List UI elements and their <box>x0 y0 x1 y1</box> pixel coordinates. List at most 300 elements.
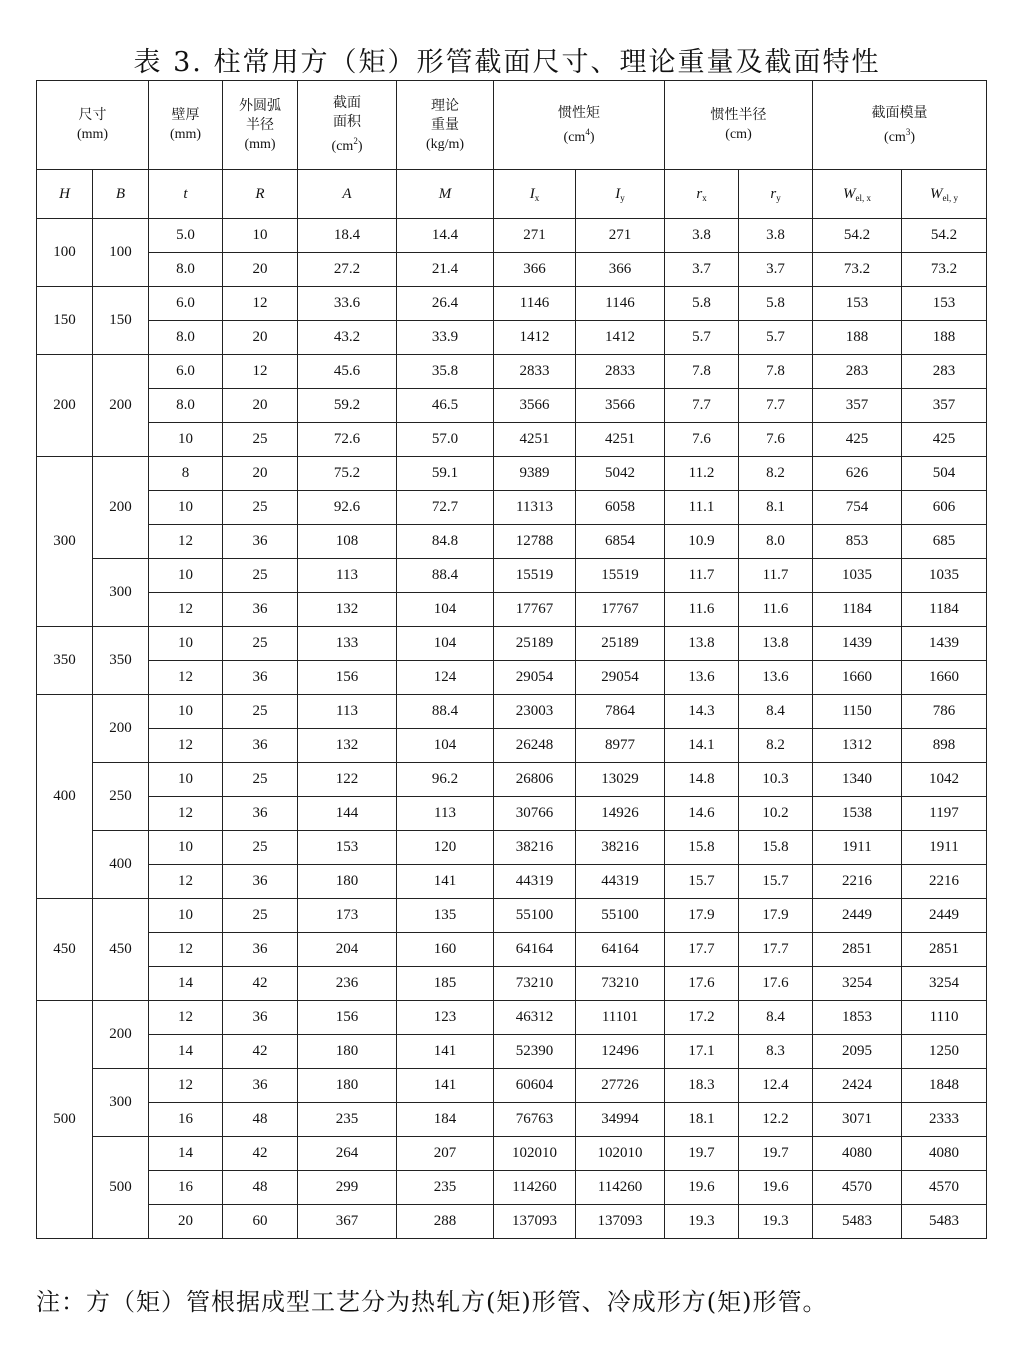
cell-R: 36 <box>223 525 298 559</box>
cell-t: 12 <box>149 525 223 559</box>
cell-A: 92.6 <box>298 491 397 525</box>
cell-Wy: 898 <box>902 729 987 763</box>
cell-Iy: 114260 <box>576 1171 665 1205</box>
cell-Wx: 4080 <box>813 1137 902 1171</box>
cell-Iy: 27726 <box>576 1069 665 1103</box>
cell-M: 135 <box>397 899 494 933</box>
cell-B: 350 <box>93 627 149 695</box>
cell-A: 204 <box>298 933 397 967</box>
cell-Ix: 1146 <box>494 287 576 321</box>
cell-Wx: 1150 <box>813 695 902 729</box>
cell-ry: 8.1 <box>739 491 813 525</box>
table-row <box>37 389 987 423</box>
cell-Iy: 102010 <box>576 1137 665 1171</box>
cell-rx: 7.8 <box>665 355 739 389</box>
cell-rx: 11.2 <box>665 457 739 491</box>
cell-t: 5.0 <box>149 219 223 253</box>
cell-Iy: 38216 <box>576 831 665 865</box>
header-size: 尺寸 (mm) <box>37 81 149 170</box>
cell-R: 36 <box>223 661 298 695</box>
table-body <box>37 219 987 1239</box>
cell-Wx: 283 <box>813 355 902 389</box>
cell-Iy: 15519 <box>576 559 665 593</box>
cell-ry: 8.2 <box>739 729 813 763</box>
cell-Wy: 1035 <box>902 559 987 593</box>
cell-t: 10 <box>149 423 223 457</box>
cell-R: 25 <box>223 763 298 797</box>
cell-A: 113 <box>298 695 397 729</box>
cell-Ix: 29054 <box>494 661 576 695</box>
cell-A: 180 <box>298 1069 397 1103</box>
cell-Wx: 357 <box>813 389 902 423</box>
cell-rx: 17.6 <box>665 967 739 1001</box>
cell-Wx: 1911 <box>813 831 902 865</box>
table-row <box>37 1103 987 1137</box>
cell-A: 27.2 <box>298 253 397 287</box>
cell-H: 200 <box>37 355 93 457</box>
cell-t: 8.0 <box>149 389 223 423</box>
symbol-ry: $r_y$ <box>739 170 813 219</box>
cell-Wy: 685 <box>902 525 987 559</box>
header-inertia: 惯性矩 $(cm^4)$ <box>494 81 665 170</box>
cell-Wx: 73.2 <box>813 253 902 287</box>
cell-Iy: 1412 <box>576 321 665 355</box>
cell-A: 264 <box>298 1137 397 1171</box>
cell-rx: 5.8 <box>665 287 739 321</box>
cell-R: 36 <box>223 865 298 899</box>
cell-Iy: 55100 <box>576 899 665 933</box>
cell-t: 12 <box>149 1001 223 1035</box>
cell-H: 300 <box>37 457 93 627</box>
cell-rx: 5.7 <box>665 321 739 355</box>
cell-Ix: 3566 <box>494 389 576 423</box>
cell-Wy: 188 <box>902 321 987 355</box>
cell-rx: 18.1 <box>665 1103 739 1137</box>
cell-Wx: 1340 <box>813 763 902 797</box>
cell-Ix: 25189 <box>494 627 576 661</box>
symbol-R: R <box>223 170 298 219</box>
cell-A: 156 <box>298 1001 397 1035</box>
cell-Wy: 4080 <box>902 1137 987 1171</box>
cell-M: 21.4 <box>397 253 494 287</box>
cell-Ix: 12788 <box>494 525 576 559</box>
cell-Iy: 6058 <box>576 491 665 525</box>
cell-ry: 19.3 <box>739 1205 813 1239</box>
symbol-M: M <box>397 170 494 219</box>
cell-Ix: 76763 <box>494 1103 576 1137</box>
table-row <box>37 763 987 797</box>
cell-R: 12 <box>223 287 298 321</box>
cell-B: 400 <box>93 831 149 899</box>
cell-Ix: 44319 <box>494 865 576 899</box>
cell-Iy: 1146 <box>576 287 665 321</box>
cell-Ix: 55100 <box>494 899 576 933</box>
cell-M: 14.4 <box>397 219 494 253</box>
cell-Wy: 1439 <box>902 627 987 661</box>
cell-A: 156 <box>298 661 397 695</box>
symbol-rx: $r_x$ <box>665 170 739 219</box>
cell-Iy: 64164 <box>576 933 665 967</box>
cell-Wx: 2449 <box>813 899 902 933</box>
cell-M: 120 <box>397 831 494 865</box>
cell-Wy: 1848 <box>902 1069 987 1103</box>
cell-Ix: 114260 <box>494 1171 576 1205</box>
cell-ry: 3.7 <box>739 253 813 287</box>
cell-Wy: 5483 <box>902 1205 987 1239</box>
cell-Wx: 3071 <box>813 1103 902 1137</box>
cell-Ix: 26806 <box>494 763 576 797</box>
cell-Iy: 7864 <box>576 695 665 729</box>
cell-B: 300 <box>93 1069 149 1137</box>
cell-A: 299 <box>298 1171 397 1205</box>
cell-B: 450 <box>93 899 149 1001</box>
cell-A: 180 <box>298 865 397 899</box>
table-row <box>37 661 987 695</box>
cell-Ix: 26248 <box>494 729 576 763</box>
cell-R: 36 <box>223 1001 298 1035</box>
cell-rx: 11.1 <box>665 491 739 525</box>
cell-B: 100 <box>93 219 149 287</box>
header-thickness: 壁厚 (mm) <box>149 81 223 170</box>
cell-Wy: 283 <box>902 355 987 389</box>
cell-M: 72.7 <box>397 491 494 525</box>
cell-M: 46.5 <box>397 389 494 423</box>
table-row <box>37 899 987 933</box>
cell-R: 48 <box>223 1103 298 1137</box>
cell-Iy: 44319 <box>576 865 665 899</box>
cell-Ix: 15519 <box>494 559 576 593</box>
cell-t: 10 <box>149 831 223 865</box>
cell-A: 122 <box>298 763 397 797</box>
cell-Wy: 73.2 <box>902 253 987 287</box>
table-row <box>37 1069 987 1103</box>
cell-Wy: 2216 <box>902 865 987 899</box>
cell-Wx: 188 <box>813 321 902 355</box>
cell-Iy: 8977 <box>576 729 665 763</box>
cell-M: 26.4 <box>397 287 494 321</box>
cell-Wx: 1660 <box>813 661 902 695</box>
cell-Iy: 17767 <box>576 593 665 627</box>
symbol-H: H <box>37 170 93 219</box>
header-row-names <box>37 81 987 170</box>
cell-R: 36 <box>223 729 298 763</box>
cell-Wy: 1660 <box>902 661 987 695</box>
cell-ry: 8.4 <box>739 1001 813 1035</box>
cell-Wy: 1110 <box>902 1001 987 1035</box>
cell-rx: 14.8 <box>665 763 739 797</box>
table-row <box>37 695 987 729</box>
table-row <box>37 1205 987 1239</box>
cell-A: 45.6 <box>298 355 397 389</box>
cell-Wx: 4570 <box>813 1171 902 1205</box>
cell-A: 133 <box>298 627 397 661</box>
cell-ry: 8.0 <box>739 525 813 559</box>
cell-M: 88.4 <box>397 695 494 729</box>
cell-rx: 17.1 <box>665 1035 739 1069</box>
cell-t: 16 <box>149 1171 223 1205</box>
cell-Wy: 357 <box>902 389 987 423</box>
cell-M: 141 <box>397 1035 494 1069</box>
cell-ry: 3.8 <box>739 219 813 253</box>
cell-Wy: 504 <box>902 457 987 491</box>
cell-R: 25 <box>223 899 298 933</box>
cell-Iy: 11101 <box>576 1001 665 1035</box>
footnote: 注：方（矩）管根据成型工艺分为热轧方(矩)形管、冷成形方(矩)形管。 <box>36 1288 828 1316</box>
cell-M: 235 <box>397 1171 494 1205</box>
cell-R: 25 <box>223 491 298 525</box>
cell-Iy: 366 <box>576 253 665 287</box>
table-row <box>37 525 987 559</box>
cell-Ix: 60604 <box>494 1069 576 1103</box>
table-row <box>37 355 987 389</box>
cell-R: 20 <box>223 457 298 491</box>
section-properties-table <box>36 80 987 1239</box>
table-row <box>37 287 987 321</box>
cell-Ix: 137093 <box>494 1205 576 1239</box>
cell-rx: 17.2 <box>665 1001 739 1035</box>
cell-Wy: 1911 <box>902 831 987 865</box>
cell-Ix: 9389 <box>494 457 576 491</box>
cell-Ix: 46312 <box>494 1001 576 1035</box>
header-weight: 理论 重量 (kg/m) <box>397 81 494 170</box>
cell-t: 14 <box>149 1137 223 1171</box>
cell-ry: 5.8 <box>739 287 813 321</box>
cell-rx: 3.7 <box>665 253 739 287</box>
table-row <box>37 1001 987 1035</box>
cell-ry: 8.2 <box>739 457 813 491</box>
cell-ry: 12.4 <box>739 1069 813 1103</box>
cell-M: 57.0 <box>397 423 494 457</box>
cell-rx: 11.6 <box>665 593 739 627</box>
cell-Wy: 1042 <box>902 763 987 797</box>
cell-H: 100 <box>37 219 93 287</box>
cell-A: 113 <box>298 559 397 593</box>
cell-R: 12 <box>223 355 298 389</box>
symbol-t: t <box>149 170 223 219</box>
cell-Wx: 2216 <box>813 865 902 899</box>
cell-Wx: 425 <box>813 423 902 457</box>
cell-A: 132 <box>298 729 397 763</box>
cell-R: 42 <box>223 967 298 1001</box>
cell-Wx: 3254 <box>813 967 902 1001</box>
cell-A: 235 <box>298 1103 397 1137</box>
cell-A: 144 <box>298 797 397 831</box>
cell-Ix: 11313 <box>494 491 576 525</box>
cell-ry: 10.3 <box>739 763 813 797</box>
cell-M: 160 <box>397 933 494 967</box>
cell-t: 10 <box>149 627 223 661</box>
cell-M: 96.2 <box>397 763 494 797</box>
cell-R: 36 <box>223 593 298 627</box>
cell-B: 200 <box>93 457 149 559</box>
cell-t: 8.0 <box>149 321 223 355</box>
cell-M: 185 <box>397 967 494 1001</box>
cell-Wx: 2851 <box>813 933 902 967</box>
table-row <box>37 933 987 967</box>
table-row <box>37 797 987 831</box>
cell-rx: 15.7 <box>665 865 739 899</box>
cell-Wy: 1250 <box>902 1035 987 1069</box>
cell-Iy: 25189 <box>576 627 665 661</box>
cell-t: 16 <box>149 1103 223 1137</box>
cell-M: 184 <box>397 1103 494 1137</box>
cell-Ix: 2833 <box>494 355 576 389</box>
cell-t: 12 <box>149 593 223 627</box>
cell-ry: 7.7 <box>739 389 813 423</box>
cell-M: 141 <box>397 1069 494 1103</box>
cell-t: 6.0 <box>149 355 223 389</box>
cell-t: 10 <box>149 491 223 525</box>
cell-A: 43.2 <box>298 321 397 355</box>
table-row <box>37 831 987 865</box>
cell-M: 141 <box>397 865 494 899</box>
cell-Wy: 606 <box>902 491 987 525</box>
cell-t: 10 <box>149 899 223 933</box>
cell-R: 42 <box>223 1035 298 1069</box>
cell-ry: 12.2 <box>739 1103 813 1137</box>
cell-R: 10 <box>223 219 298 253</box>
symbol-Iy: $I_y$ <box>576 170 665 219</box>
cell-M: 288 <box>397 1205 494 1239</box>
cell-rx: 3.8 <box>665 219 739 253</box>
symbol-B: B <box>93 170 149 219</box>
cell-Ix: 38216 <box>494 831 576 865</box>
cell-Wy: 54.2 <box>902 219 987 253</box>
cell-ry: 13.8 <box>739 627 813 661</box>
cell-t: 8 <box>149 457 223 491</box>
cell-M: 59.1 <box>397 457 494 491</box>
cell-H: 400 <box>37 695 93 899</box>
cell-rx: 7.7 <box>665 389 739 423</box>
cell-Iy: 13029 <box>576 763 665 797</box>
cell-rx: 10.9 <box>665 525 739 559</box>
cell-Wy: 425 <box>902 423 987 457</box>
cell-Wx: 153 <box>813 287 902 321</box>
cell-A: 180 <box>298 1035 397 1069</box>
cell-ry: 7.8 <box>739 355 813 389</box>
cell-M: 113 <box>397 797 494 831</box>
cell-Iy: 12496 <box>576 1035 665 1069</box>
cell-Iy: 73210 <box>576 967 665 1001</box>
cell-Wx: 54.2 <box>813 219 902 253</box>
cell-M: 207 <box>397 1137 494 1171</box>
cell-t: 12 <box>149 729 223 763</box>
cell-A: 173 <box>298 899 397 933</box>
table-row <box>37 219 987 253</box>
cell-A: 33.6 <box>298 287 397 321</box>
symbol-Wy: $W_{el, y}$ <box>902 170 987 219</box>
cell-ry: 8.3 <box>739 1035 813 1069</box>
cell-t: 10 <box>149 763 223 797</box>
cell-M: 104 <box>397 627 494 661</box>
cell-Wx: 2424 <box>813 1069 902 1103</box>
cell-Wy: 1197 <box>902 797 987 831</box>
cell-rx: 19.6 <box>665 1171 739 1205</box>
table-row <box>37 491 987 525</box>
cell-R: 20 <box>223 389 298 423</box>
cell-Wy: 2449 <box>902 899 987 933</box>
cell-ry: 10.2 <box>739 797 813 831</box>
cell-Ix: 17767 <box>494 593 576 627</box>
cell-Wy: 2333 <box>902 1103 987 1137</box>
table-row <box>37 1035 987 1069</box>
cell-t: 12 <box>149 865 223 899</box>
cell-rx: 14.6 <box>665 797 739 831</box>
cell-Ix: 30766 <box>494 797 576 831</box>
cell-B: 200 <box>93 695 149 763</box>
cell-M: 84.8 <box>397 525 494 559</box>
cell-Wx: 1538 <box>813 797 902 831</box>
cell-t: 10 <box>149 695 223 729</box>
table-row <box>37 423 987 457</box>
cell-Ix: 366 <box>494 253 576 287</box>
cell-R: 25 <box>223 627 298 661</box>
cell-Iy: 2833 <box>576 355 665 389</box>
cell-A: 236 <box>298 967 397 1001</box>
cell-R: 36 <box>223 933 298 967</box>
cell-rx: 18.3 <box>665 1069 739 1103</box>
cell-Wx: 2095 <box>813 1035 902 1069</box>
cell-Wx: 1312 <box>813 729 902 763</box>
cell-ry: 17.6 <box>739 967 813 1001</box>
cell-ry: 8.4 <box>739 695 813 729</box>
cell-H: 500 <box>37 1001 93 1239</box>
cell-M: 33.9 <box>397 321 494 355</box>
symbol-A: A <box>298 170 397 219</box>
cell-R: 25 <box>223 559 298 593</box>
table-row <box>37 865 987 899</box>
cell-M: 104 <box>397 593 494 627</box>
cell-A: 75.2 <box>298 457 397 491</box>
cell-Wx: 853 <box>813 525 902 559</box>
cell-rx: 13.8 <box>665 627 739 661</box>
cell-Wy: 3254 <box>902 967 987 1001</box>
cell-Ix: 64164 <box>494 933 576 967</box>
cell-ry: 11.7 <box>739 559 813 593</box>
cell-Wx: 1853 <box>813 1001 902 1035</box>
cell-B: 500 <box>93 1137 149 1239</box>
cell-rx: 17.9 <box>665 899 739 933</box>
cell-M: 123 <box>397 1001 494 1035</box>
cell-Iy: 14926 <box>576 797 665 831</box>
cell-rx: 14.3 <box>665 695 739 729</box>
cell-M: 104 <box>397 729 494 763</box>
cell-rx: 14.1 <box>665 729 739 763</box>
cell-H: 150 <box>37 287 93 355</box>
cell-R: 48 <box>223 1171 298 1205</box>
header-gyration: 惯性半径 (cm) <box>665 81 813 170</box>
cell-R: 36 <box>223 1069 298 1103</box>
cell-t: 12 <box>149 933 223 967</box>
symbol-Wx: $W_{el, x}$ <box>813 170 902 219</box>
cell-Wy: 153 <box>902 287 987 321</box>
cell-t: 8.0 <box>149 253 223 287</box>
cell-R: 25 <box>223 695 298 729</box>
cell-Wx: 1184 <box>813 593 902 627</box>
table-row <box>37 1171 987 1205</box>
cell-H: 450 <box>37 899 93 1001</box>
cell-R: 60 <box>223 1205 298 1239</box>
header-row-symbols <box>37 170 987 219</box>
cell-Ix: 23003 <box>494 695 576 729</box>
cell-t: 10 <box>149 559 223 593</box>
cell-t: 14 <box>149 967 223 1001</box>
cell-Iy: 29054 <box>576 661 665 695</box>
cell-ry: 13.6 <box>739 661 813 695</box>
table-row <box>37 593 987 627</box>
cell-ry: 17.9 <box>739 899 813 933</box>
cell-ry: 19.6 <box>739 1171 813 1205</box>
